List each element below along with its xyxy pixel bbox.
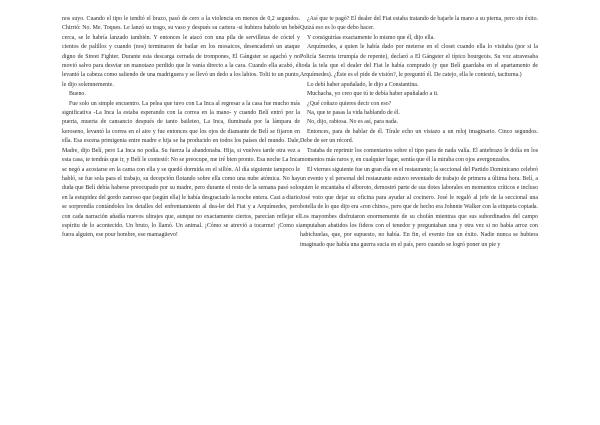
right-paragraph: ¿Qué coñazo quieres decir con eso? (307, 100, 392, 107)
right-paragraph: Arquímedes, a quien le había dado por meterse en el closet cuando ella lo visitaba (por si la Policía Secreta irrumpía de repente), declaró a El Gángster el típico bourgeois. Su voz atravesaba toda la tela que el dealer del Fiat le había comprado (y que Belí guardaba en el apartamento de Arquímedes). ¿Éste es el pide de visión?, le preguntó él. De catejo, ella le contestó, taciturna.) (300, 44, 538, 79)
right-paragraph: No, dijo, rabiosa. No es así, para nada. (307, 119, 398, 126)
right-paragraph: Lo debí haber apuñalado, le dijo a Constantina. (307, 81, 419, 88)
right-paragraph: Y consiguirías exactamente lo mismo que él, dijo ella. (307, 34, 435, 41)
left-paragraph: Bueno. (69, 91, 86, 98)
right-paragraph: Na, que te pasas la vida hablando de él. (307, 110, 400, 117)
right-page (300, 15, 538, 250)
right-paragraph: El viernes siguiente fue un gran día en el restaurante; la seccional del Partido Dominicano celebró un evento y el personal del restaurante estuvo reventado de trabajo de primera a última hora. Belí, a quien le encantaba el alboroto, demostró parte de sus dotes laborales en momentos críticos e incluso José voto que dejar su oficina para ayudar al cocinero. José le regaló al jefe de la seccional una botella de lo que dijo era «ron chino», pero que de hecho era Johnnie Walker con la etiqueta copiada. Los mayombes disfrutaron enormemente de su chofán mientras que sus subordinados del campo amputaban abatidos los fideos con el tenedor y preguntaban una y otra vez si no había arroz con habichuelas, que, por supuesto, no había. En fin, el evento fue un éxito. Nadie nunca se hubiera imaginado que había una guerra sucia en el país, pero cuando se logró poner un pie y (300, 166, 538, 248)
right-paragraph: ¿Así que te pagó? El dealer del Fiat estaba tratando de bajarle la mano a su pierna, pero sin éxito. Quizá eso es lo que debo hacer. (300, 16, 538, 32)
right-paragraph: Entonces, para de hablar de él. Tírale echo un vistazo a un reloj imaginario. Cinco segundos. Debe de ser un récord. (300, 128, 538, 145)
right-paragraph: Muchacha, yo creo que tú te debía haber apuñalado a ti. (307, 91, 439, 98)
left-page (62, 15, 300, 241)
left-paragraph: Fue solo un simple encuentro. La pelea que tuvo con La Inca al regresar a la casa fue mucho más significativa -La Inca la estaba esperando con la correa en la mano- y cuando Belí entró por la puerta, muerta de cansancio después de tanto baileteo, La Inca, iluminada por la lámpara de keroseno, levantó la correa en el aire y fue entonces que los ojos de diamante de Belí se fijaron en ella. Esa escena primigenia entre madre e hija se ha producido en todos los países del mundo. Dale, Madre, dijo Belí, pero La Inca no podía. Su fuerza la abandonaba. Hija, si vuelves tarde otra vez a esta casa, te tendrás que ir, y Belí le contestó: No se preocupe, me iré bien pronto. Esa noche La Inca se negó a acostarse en la cama con ella y se quedó dormida en el sillón. Al día siguiente tampoco le habló, se fue sola para el trabajo, su decepción flotando sobre ella como una nube atómica. No hay duda que Belí debía haberse preocupado por su madre, pero durante el resto de la semana pasó solo en la estupidez del gordo zanroso que (según ella) le había desgraciado la noche entera. Casi a diario se sorprendía contándoles los detalles del enfrentamiento al dea-ler del Fiat y a Arquímedes, pero con cada narración añadía nuevos ultrajes que, aunque no exactamente ciertos, parecían reflejar el espíritu de lo acontecido. Un bruto, lo llamó. Un animal. ¡Cómo se atrevió a tocarme! ¡Como si fuera alguien, ese pour hombre, ese mamagüevo! (62, 100, 300, 239)
right-paragraph: Trataba de reprimir los comentarios sobre el tipo para de nada valía. El antebrazo le dolía en los momentos más raros y, en cualquier lugar, sentía que él la miraba con ojos avergonzados. (300, 147, 538, 164)
left-paragraph: nos suyo. Cuando el tipo le tendió el brazo, pasó de cero a la violencia en menos de 0,2 segundos. Chirrió: No. Me. Toques. Le lanzó su trago, su vaso y después su cartera -si hubiera habido un bebé cerca, se le habría lanzado también. Y entonces le atacó con una pila de servilletas de cóctel y cientos de palillos y cuando (nos) terminaron de bailar en los mosaicos, desencadenó un ataque digno de Street Fighter. Durante esta descarga cerrada de trompones, El Gángster se agachó y no movió salvo para desviar un manotazo perdido que le vanía directo a la cara. Cuando ella acabó, él levantó la cabeza como saliendo de una madriguera y se llevó un dedo a los labios. Tolti to un punto, le dijo solemnemente. (62, 16, 300, 88)
